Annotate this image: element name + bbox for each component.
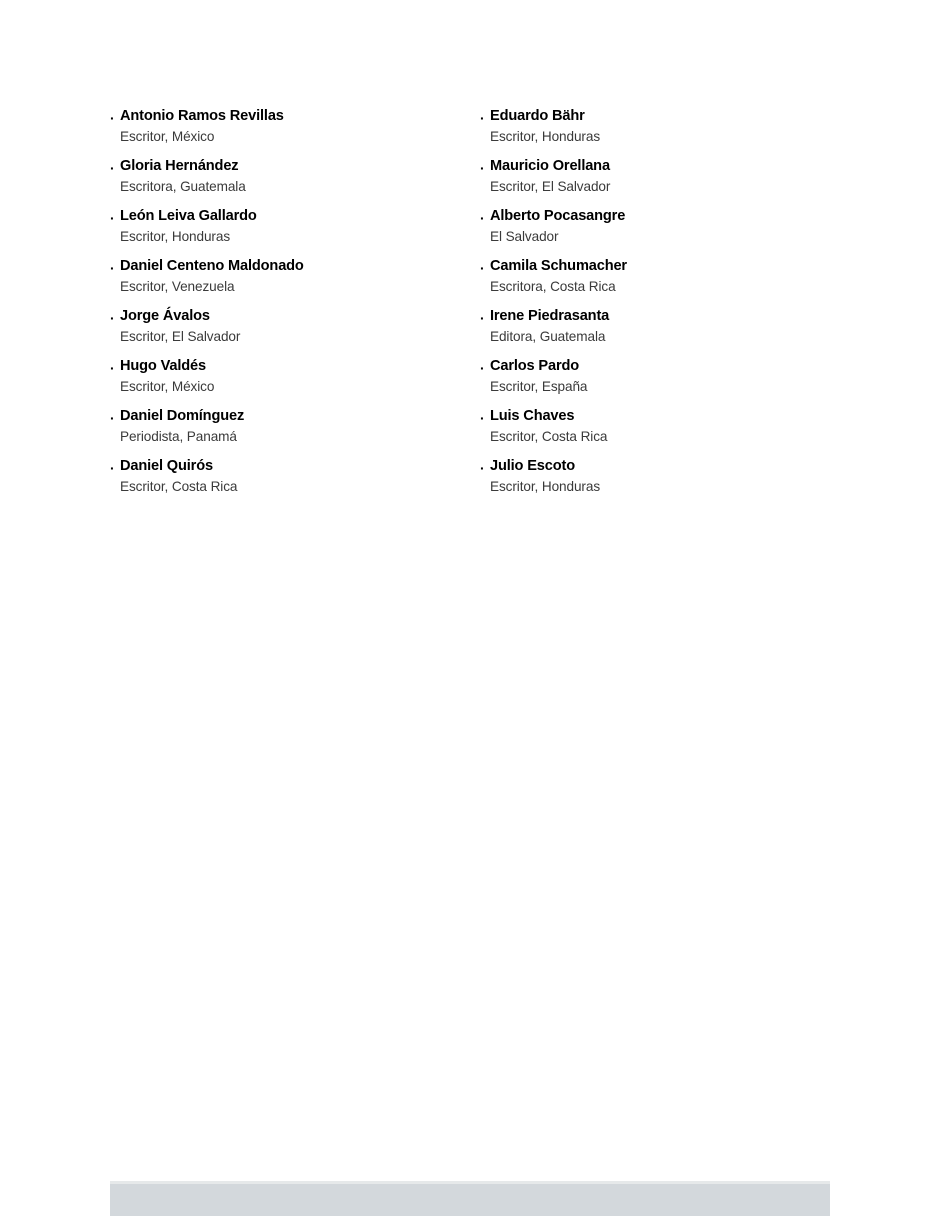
participant-name: Mauricio Orellana [490, 158, 610, 174]
bullet-icon: · [110, 260, 115, 276]
participant-entry [480, 157, 840, 207]
participant-role: Escritor, España [490, 379, 588, 394]
participant-entry [110, 357, 470, 407]
participant-entry [110, 457, 470, 507]
participant-entry [480, 357, 840, 407]
bullet-icon: · [480, 260, 485, 276]
bullet-icon: · [110, 460, 115, 476]
participant-name: Hugo Valdés [120, 358, 206, 374]
bullet-icon: · [110, 160, 115, 176]
participant-role: Escritor, El Salvador [120, 329, 241, 344]
participant-entry [110, 107, 470, 157]
bullet-icon: · [480, 110, 485, 126]
participant-entry [480, 307, 840, 357]
participant-role: Escritor, Costa Rica [490, 429, 608, 444]
participant-role: Escritor, México [120, 379, 215, 394]
participant-role: Escritor, Honduras [490, 129, 601, 144]
participant-name: Gloria Hernández [120, 158, 239, 174]
participant-name: Alberto Pocasangre [490, 208, 626, 224]
participant-role: Escritor, Honduras [490, 479, 601, 494]
participant-entry [480, 407, 840, 457]
bullet-icon: · [480, 160, 485, 176]
participant-name: Carlos Pardo [490, 358, 580, 374]
participant-name: Irene Piedrasanta [490, 308, 610, 324]
bullet-icon: · [110, 310, 115, 326]
participant-role: Escritor, Venezuela [120, 279, 235, 294]
participant-name: Antonio Ramos Revillas [120, 108, 284, 124]
participant-role: Editora, Guatemala [490, 329, 606, 344]
bullet-icon: · [480, 460, 485, 476]
participant-name: Camila Schumacher [490, 258, 627, 274]
footer-band [110, 1181, 830, 1216]
participant-entry [110, 157, 470, 207]
participant-entry [480, 207, 840, 257]
bullet-icon: · [110, 410, 115, 426]
participant-entry [110, 407, 470, 457]
participant-name: Daniel Centeno Maldonado [120, 258, 304, 274]
participant-entry [480, 107, 840, 157]
bullet-icon: · [480, 310, 485, 326]
participant-role: Escritor, Honduras [120, 229, 231, 244]
bullet-icon: · [110, 210, 115, 226]
bullet-icon: · [480, 360, 485, 376]
participant-role: Escritora, Costa Rica [490, 279, 616, 294]
bullet-icon: · [110, 110, 115, 126]
participant-role: Escritor, El Salvador [490, 179, 611, 194]
participant-entry [110, 257, 470, 307]
participant-role: El Salvador [490, 229, 559, 244]
participant-column-right [480, 107, 840, 507]
participant-entry [110, 207, 470, 257]
participant-role: Periodista, Panamá [120, 429, 237, 444]
participant-column-left [110, 107, 470, 507]
participant-entry [480, 457, 840, 507]
participant-name: Daniel Quirós [120, 458, 213, 474]
bullet-icon: · [480, 410, 485, 426]
participant-role: Escritor, México [120, 129, 215, 144]
participant-name: Julio Escoto [490, 458, 575, 474]
bullet-icon: · [110, 360, 115, 376]
participant-name: León Leiva Gallardo [120, 208, 257, 224]
participant-name: Daniel Domínguez [120, 408, 245, 424]
participant-entry [480, 257, 840, 307]
footer-band-highlight [110, 1181, 830, 1184]
participant-name: Eduardo Bähr [490, 108, 585, 124]
bullet-icon: · [480, 210, 485, 226]
participant-role: Escritora, Guatemala [120, 179, 246, 194]
participant-name: Jorge Ávalos [120, 308, 210, 324]
participant-entry [110, 307, 470, 357]
participant-role: Escritor, Costa Rica [120, 479, 238, 494]
participant-name: Luis Chaves [490, 408, 575, 424]
